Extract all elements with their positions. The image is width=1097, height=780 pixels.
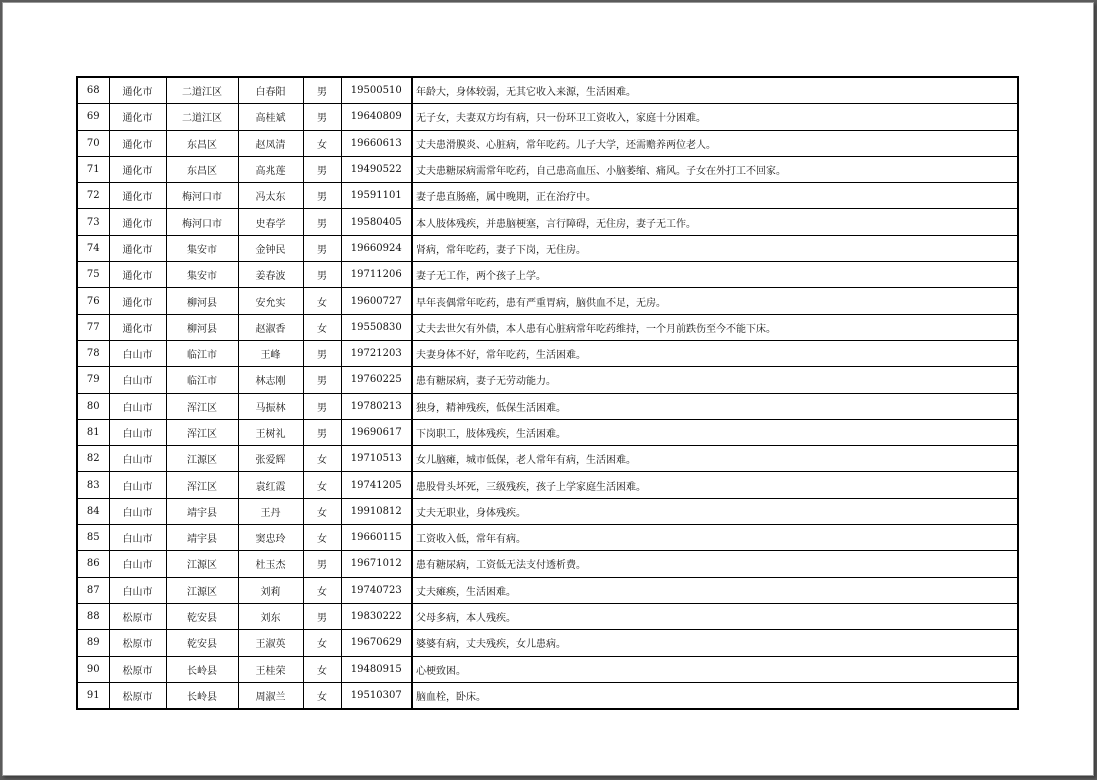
cell-birth-date: 19490522 [341,156,412,182]
cell-birth-date: 19640809 [341,104,412,130]
cell-name: 袁红霞 [238,472,303,498]
cell-birth-date: 19711206 [341,262,412,288]
cell-number: 81 [77,419,109,445]
cell-gender: 男 [303,183,341,209]
cell-number: 75 [77,262,109,288]
cell-gender: 男 [303,77,341,104]
table-row [77,682,1018,709]
cell-name: 史春学 [238,209,303,235]
cell-birth-date: 19600727 [341,288,412,314]
table-row [77,235,1018,261]
cell-birth-date: 19670629 [341,630,412,656]
cell-gender: 男 [303,209,341,235]
cell-city: 通化市 [109,262,166,288]
cell-name: 白春阳 [238,77,303,104]
cell-city: 松原市 [109,682,166,709]
cell-gender: 女 [303,446,341,472]
cell-hardship-note: 患股骨头坏死，三级残疾，孩子上学家庭生活困难。 [412,472,1018,498]
cell-number: 71 [77,156,109,182]
cell-name: 高兆莲 [238,156,303,182]
table-row [77,603,1018,629]
table-row [77,183,1018,209]
cell-district: 二道江区 [166,104,238,130]
cell-hardship-note: 夫妻身体不好，常年吃药，生活困难。 [412,340,1018,366]
cell-birth-date: 19660115 [341,525,412,551]
cell-number: 89 [77,630,109,656]
cell-number: 80 [77,393,109,419]
table-row [77,446,1018,472]
cell-number: 77 [77,314,109,340]
cell-city: 白山市 [109,340,166,366]
cell-name: 王桂荣 [238,656,303,682]
table-row [77,551,1018,577]
cell-number: 83 [77,472,109,498]
table-row [77,367,1018,393]
cell-hardship-note: 本人肢体残疾，并患脑梗塞，言行障碍，无住房，妻子无工作。 [412,209,1018,235]
cell-district: 梅河口市 [166,183,238,209]
cell-hardship-note: 丈夫无职业，身体残疾。 [412,498,1018,524]
table-row [77,393,1018,419]
cell-name: 周淑兰 [238,682,303,709]
cell-name: 王峰 [238,340,303,366]
cell-hardship-note: 脑血栓，卧床。 [412,682,1018,709]
cell-gender: 女 [303,577,341,603]
cell-gender: 男 [303,551,341,577]
cell-number: 79 [77,367,109,393]
cell-birth-date: 19660613 [341,130,412,156]
cell-name: 赵凤清 [238,130,303,156]
cell-city: 通化市 [109,183,166,209]
table-row [77,262,1018,288]
cell-gender: 男 [303,235,341,261]
cell-number: 70 [77,130,109,156]
cell-name: 姜春波 [238,262,303,288]
table-row [77,577,1018,603]
cell-district: 临江市 [166,367,238,393]
cell-birth-date: 19510307 [341,682,412,709]
cell-hardship-note: 患有糖尿病，妻子无劳动能力。 [412,367,1018,393]
cell-name: 赵淑香 [238,314,303,340]
cell-number: 73 [77,209,109,235]
cell-gender: 女 [303,682,341,709]
cell-hardship-note: 丈夫去世欠有外债，本人患有心脏病常年吃药维持，一个月前跌伤至今不能下床。 [412,314,1018,340]
cell-gender: 男 [303,419,341,445]
cell-gender: 女 [303,314,341,340]
cell-hardship-note: 丈夫瘫痪，生活困难。 [412,577,1018,603]
cell-gender: 女 [303,525,341,551]
table-row [77,630,1018,656]
cell-city: 白山市 [109,525,166,551]
cell-district: 浑江区 [166,472,238,498]
table-row [77,314,1018,340]
cell-hardship-note: 丈夫患滑膜炎、心脏病，常年吃药。儿子大学，还需赡养两位老人。 [412,130,1018,156]
cell-gender: 女 [303,630,341,656]
cell-number: 68 [77,77,109,104]
cell-number: 69 [77,104,109,130]
table-row [77,419,1018,445]
cell-birth-date: 19830222 [341,603,412,629]
cell-district: 集安市 [166,262,238,288]
cell-hardship-note: 妻子患直肠癌，属中晚期，正在治疗中。 [412,183,1018,209]
cell-city: 白山市 [109,367,166,393]
cell-number: 74 [77,235,109,261]
table-row [77,156,1018,182]
cell-district: 柳河县 [166,314,238,340]
cell-hardship-note: 妻子无工作，两个孩子上学。 [412,262,1018,288]
table-row [77,340,1018,366]
cell-district: 乾安县 [166,603,238,629]
cell-hardship-note: 下岗职工，肢体残疾，生活困难。 [412,419,1018,445]
cell-name: 杜玉杰 [238,551,303,577]
cell-city: 通化市 [109,288,166,314]
cell-district: 靖宇县 [166,525,238,551]
cell-city: 白山市 [109,551,166,577]
cell-city: 松原市 [109,630,166,656]
cell-birth-date: 19480915 [341,656,412,682]
cell-district: 江源区 [166,446,238,472]
assistance-table [76,76,1019,710]
cell-district: 东昌区 [166,130,238,156]
table-row [77,498,1018,524]
cell-district: 集安市 [166,235,238,261]
cell-number: 82 [77,446,109,472]
cell-city: 通化市 [109,130,166,156]
cell-gender: 男 [303,367,341,393]
cell-district: 江源区 [166,551,238,577]
cell-birth-date: 19580405 [341,209,412,235]
cell-number: 90 [77,656,109,682]
cell-name: 窦忠玲 [238,525,303,551]
cell-gender: 男 [303,104,341,130]
cell-hardship-note: 患有糖尿病，工资低无法支付透析费。 [412,551,1018,577]
cell-hardship-note: 婆婆有病，丈夫残疾，女儿患病。 [412,630,1018,656]
cell-name: 王淑英 [238,630,303,656]
cell-gender: 女 [303,472,341,498]
cell-name: 张爱辉 [238,446,303,472]
cell-hardship-note: 肾病，常年吃药，妻子下岗，无住房。 [412,235,1018,261]
cell-gender: 男 [303,603,341,629]
table-body [77,77,1018,709]
cell-name: 金钟民 [238,235,303,261]
cell-city: 通化市 [109,235,166,261]
cell-hardship-note: 工资收入低，常年有病。 [412,525,1018,551]
cell-birth-date: 19671012 [341,551,412,577]
cell-city: 通化市 [109,104,166,130]
cell-city: 白山市 [109,393,166,419]
cell-district: 梅河口市 [166,209,238,235]
cell-district: 江源区 [166,577,238,603]
cell-city: 白山市 [109,472,166,498]
cell-birth-date: 19591101 [341,183,412,209]
cell-number: 85 [77,525,109,551]
cell-district: 乾安县 [166,630,238,656]
cell-birth-date: 19550830 [341,314,412,340]
cell-birth-date: 19780213 [341,393,412,419]
cell-birth-date: 19690617 [341,419,412,445]
cell-district: 二道江区 [166,77,238,104]
cell-district: 柳河县 [166,288,238,314]
table-row [77,77,1018,104]
table-row [77,130,1018,156]
cell-number: 88 [77,603,109,629]
cell-number: 78 [77,340,109,366]
cell-city: 白山市 [109,498,166,524]
cell-district: 浑江区 [166,393,238,419]
cell-city: 通化市 [109,209,166,235]
cell-name: 安允实 [238,288,303,314]
cell-number: 84 [77,498,109,524]
cell-district: 临江市 [166,340,238,366]
cell-hardship-note: 早年丧偶常年吃药，患有严重胃病，脑供血不足，无房。 [412,288,1018,314]
cell-birth-date: 19660924 [341,235,412,261]
cell-gender: 女 [303,498,341,524]
cell-city: 松原市 [109,656,166,682]
cell-birth-date: 19741205 [341,472,412,498]
cell-hardship-note: 年龄大，身体较弱，无其它收入来源，生活困难。 [412,77,1018,104]
cell-city: 通化市 [109,314,166,340]
cell-gender: 男 [303,262,341,288]
cell-city: 白山市 [109,446,166,472]
cell-birth-date: 19910812 [341,498,412,524]
cell-city: 松原市 [109,603,166,629]
cell-hardship-note: 心梗致困。 [412,656,1018,682]
cell-name: 刘莉 [238,577,303,603]
cell-name: 王丹 [238,498,303,524]
cell-birth-date: 19710513 [341,446,412,472]
cell-district: 浑江区 [166,419,238,445]
table-row [77,472,1018,498]
cell-birth-date: 19740723 [341,577,412,603]
cell-hardship-note: 无子女，夫妻双方均有病，只一份环卫工资收入，家庭十分困难。 [412,104,1018,130]
table-row [77,288,1018,314]
cell-district: 靖宇县 [166,498,238,524]
cell-hardship-note: 丈夫患糖尿病需常年吃药，自己患高血压、小脑萎缩、痛风。子女在外打工不回家。 [412,156,1018,182]
table-row [77,104,1018,130]
cell-number: 76 [77,288,109,314]
cell-gender: 男 [303,156,341,182]
cell-city: 通化市 [109,77,166,104]
cell-name: 马振林 [238,393,303,419]
cell-birth-date: 19500510 [341,77,412,104]
cell-gender: 女 [303,130,341,156]
cell-district: 长岭县 [166,682,238,709]
cell-hardship-note: 独身，精神残疾，低保生活困难。 [412,393,1018,419]
cell-number: 72 [77,183,109,209]
cell-hardship-note: 父母多病，本人残疾。 [412,603,1018,629]
cell-district: 东昌区 [166,156,238,182]
cell-gender: 男 [303,340,341,366]
cell-birth-date: 19760225 [341,367,412,393]
cell-district: 长岭县 [166,656,238,682]
cell-name: 刘东 [238,603,303,629]
cell-city: 通化市 [109,156,166,182]
cell-number: 87 [77,577,109,603]
document-page [2,2,1094,776]
cell-name: 王树礼 [238,419,303,445]
cell-city: 白山市 [109,419,166,445]
cell-name: 冯太东 [238,183,303,209]
table-row [77,209,1018,235]
cell-name: 高桂斌 [238,104,303,130]
cell-city: 白山市 [109,577,166,603]
cell-number: 91 [77,682,109,709]
cell-gender: 女 [303,288,341,314]
cell-name: 林志刚 [238,367,303,393]
cell-birth-date: 19721203 [341,340,412,366]
cell-gender: 男 [303,393,341,419]
table-row [77,525,1018,551]
cell-number: 86 [77,551,109,577]
table-row [77,656,1018,682]
cell-hardship-note: 女儿脑瘫，城市低保，老人常年有病，生活困难。 [412,446,1018,472]
cell-gender: 女 [303,656,341,682]
